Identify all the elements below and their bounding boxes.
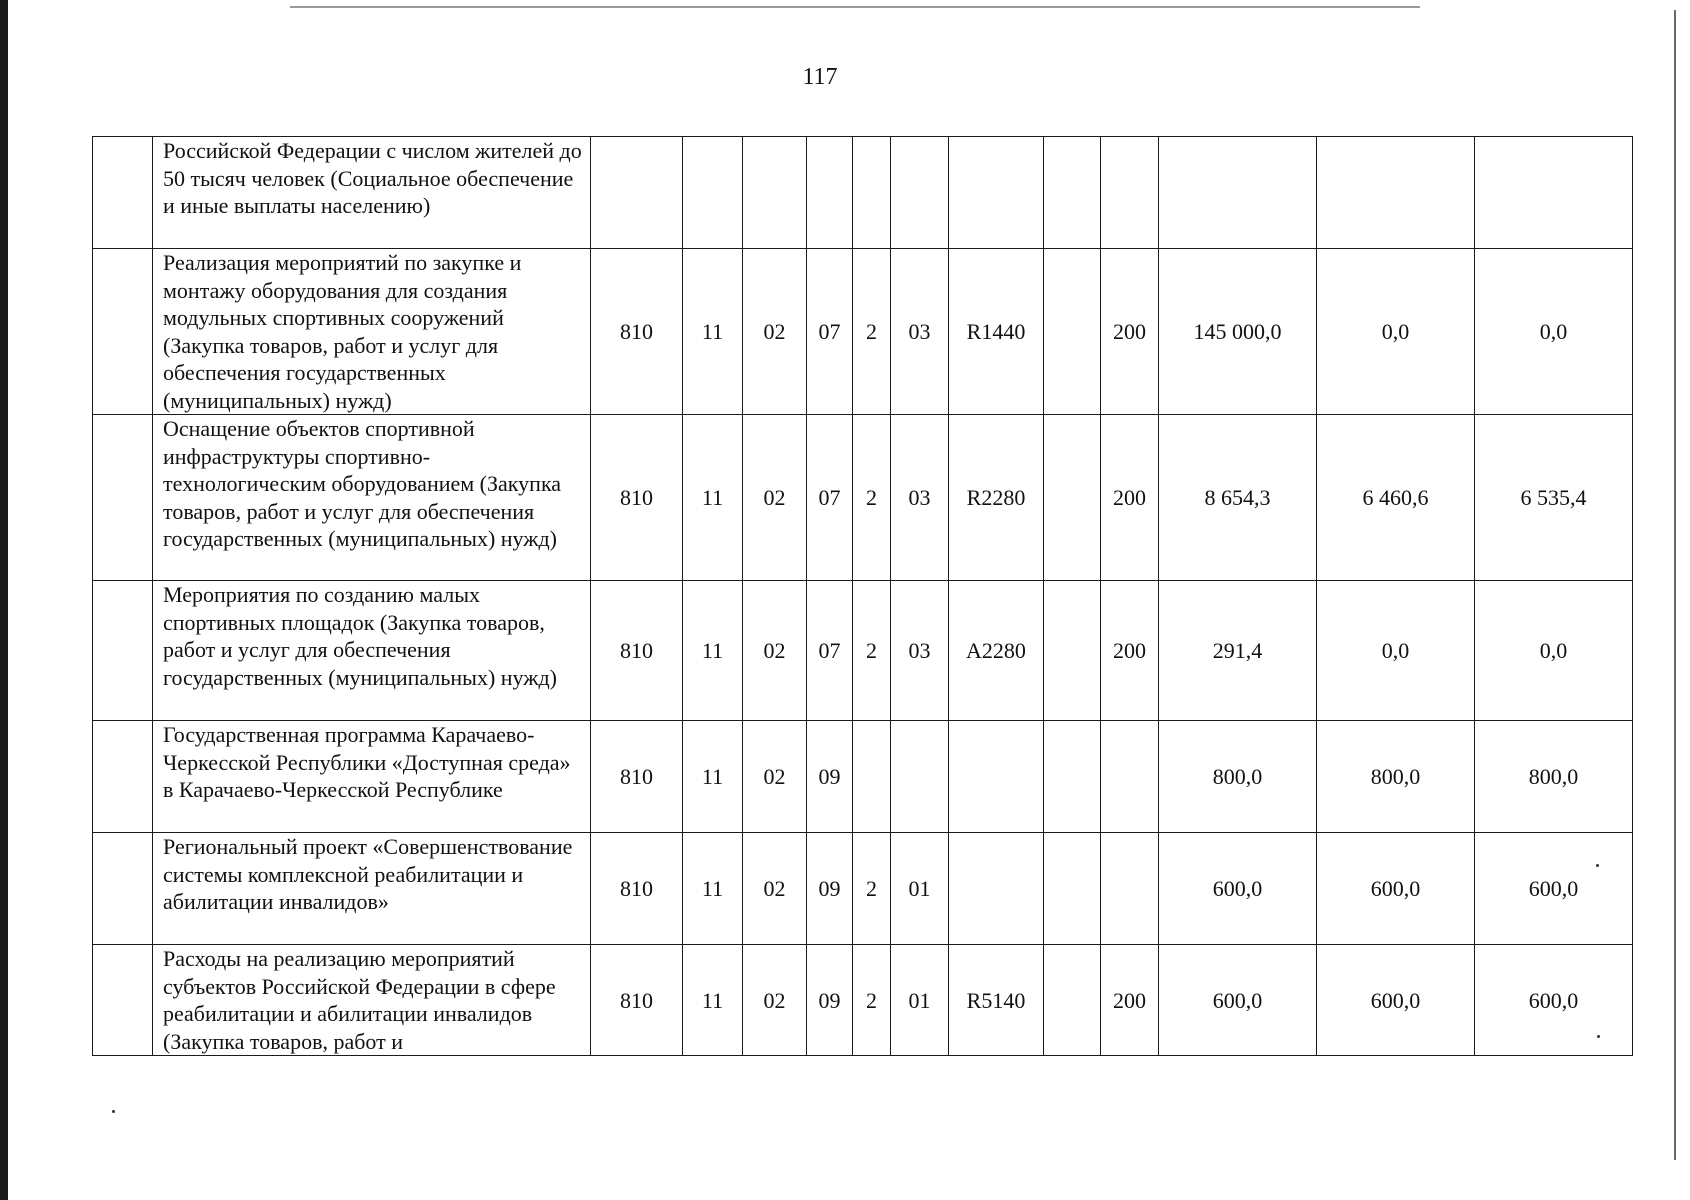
row-index-cell bbox=[93, 137, 153, 249]
direction-code-cell bbox=[949, 721, 1044, 833]
amount-year-1-cell: 8 654,3 bbox=[1159, 415, 1317, 581]
extra-code-cell bbox=[1044, 945, 1101, 1056]
ministry-code-cell bbox=[591, 137, 683, 249]
amount-year-1-cell bbox=[1159, 137, 1317, 249]
event-code-cell: 03 bbox=[891, 249, 949, 415]
direction-code-cell: R5140 bbox=[949, 945, 1044, 1056]
budget-table bbox=[92, 136, 1633, 1056]
subprogram-code-cell: 2 bbox=[853, 249, 891, 415]
program-code-cell: 07 bbox=[807, 581, 853, 721]
amount-year-1-cell: 145 000,0 bbox=[1159, 249, 1317, 415]
event-code-cell bbox=[891, 721, 949, 833]
scan-left-edge bbox=[0, 0, 8, 1200]
row-description: Реализация мероприятий по закупке и монтажу оборудования для создания модульных спортивных сооружений (Закупка товаров, работ и услуг для обеспечения государственных (муниципальных) нужд) bbox=[153, 249, 591, 415]
event-code-cell: 01 bbox=[891, 833, 949, 945]
table-row bbox=[93, 581, 1633, 721]
direction-code-cell: R1440 bbox=[949, 249, 1044, 415]
section-code-cell: 11 bbox=[683, 721, 743, 833]
row-description: Государственная программа Карачаево-Черкесской Республики «Доступная среда» в Карачаево-Черкесской Республике bbox=[153, 721, 591, 833]
expense-type-code-cell: 200 bbox=[1101, 415, 1159, 581]
table-row bbox=[93, 721, 1633, 833]
ministry-code-cell: 810 bbox=[591, 249, 683, 415]
direction-code-cell bbox=[949, 833, 1044, 945]
program-code-cell: 09 bbox=[807, 833, 853, 945]
ministry-code-cell: 810 bbox=[591, 415, 683, 581]
amount-year-3-cell: 800,0 bbox=[1475, 721, 1633, 833]
ministry-code-cell: 810 bbox=[591, 721, 683, 833]
event-code-cell bbox=[891, 137, 949, 249]
amount-year-1-cell: 291,4 bbox=[1159, 581, 1317, 721]
row-description: Региональный проект «Совершенствование системы комплексной реабилитации и абилитации инвалидов» bbox=[153, 833, 591, 945]
row-description: Российской Федерации с числом жителей до 50 тысяч человек (Социальное обеспечение и иные выплаты населению) bbox=[153, 137, 591, 249]
subsection-code-cell: 02 bbox=[743, 415, 807, 581]
expense-type-code-cell: 200 bbox=[1101, 249, 1159, 415]
amount-year-1-cell: 600,0 bbox=[1159, 833, 1317, 945]
row-index-cell bbox=[93, 721, 153, 833]
amount-year-3-cell: 600,0 bbox=[1475, 833, 1633, 945]
program-code-cell: 09 bbox=[807, 945, 853, 1056]
row-index-cell bbox=[93, 945, 153, 1056]
amount-year-2-cell bbox=[1317, 137, 1475, 249]
extra-code-cell bbox=[1044, 249, 1101, 415]
direction-code-cell: R2280 bbox=[949, 415, 1044, 581]
section-code-cell: 11 bbox=[683, 249, 743, 415]
extra-code-cell bbox=[1044, 137, 1101, 249]
direction-code-cell bbox=[949, 137, 1044, 249]
table-row bbox=[93, 833, 1633, 945]
row-index-cell bbox=[93, 833, 153, 945]
direction-code-cell: А2280 bbox=[949, 581, 1044, 721]
subprogram-code-cell: 2 bbox=[853, 581, 891, 721]
event-code-cell: 01 bbox=[891, 945, 949, 1056]
expense-type-code-cell bbox=[1101, 137, 1159, 249]
extra-code-cell bbox=[1044, 833, 1101, 945]
amount-year-3-cell bbox=[1475, 137, 1633, 249]
subsection-code-cell: 02 bbox=[743, 581, 807, 721]
ministry-code-cell: 810 bbox=[591, 833, 683, 945]
table-row bbox=[93, 945, 1633, 1056]
program-code-cell bbox=[807, 137, 853, 249]
event-code-cell: 03 bbox=[891, 581, 949, 721]
row-index-cell bbox=[93, 415, 153, 581]
expense-type-code-cell: 200 bbox=[1101, 581, 1159, 721]
section-code-cell: 11 bbox=[683, 581, 743, 721]
subsection-code-cell: 02 bbox=[743, 945, 807, 1056]
row-index-cell bbox=[93, 249, 153, 415]
extra-code-cell bbox=[1044, 721, 1101, 833]
scan-speck bbox=[112, 1110, 115, 1113]
scan-speck bbox=[1596, 864, 1599, 867]
amount-year-2-cell: 0,0 bbox=[1317, 249, 1475, 415]
amount-year-2-cell: 800,0 bbox=[1317, 721, 1475, 833]
extra-code-cell bbox=[1044, 415, 1101, 581]
section-code-cell: 11 bbox=[683, 945, 743, 1056]
amount-year-3-cell: 600,0 bbox=[1475, 945, 1633, 1056]
subprogram-code-cell: 2 bbox=[853, 833, 891, 945]
subsection-code-cell: 02 bbox=[743, 249, 807, 415]
amount-year-3-cell: 0,0 bbox=[1475, 249, 1633, 415]
amount-year-3-cell: 0,0 bbox=[1475, 581, 1633, 721]
expense-type-code-cell bbox=[1101, 833, 1159, 945]
amount-year-2-cell: 0,0 bbox=[1317, 581, 1475, 721]
subprogram-code-cell: 2 bbox=[853, 945, 891, 1056]
subprogram-code-cell bbox=[853, 137, 891, 249]
table-row bbox=[93, 415, 1633, 581]
subprogram-code-cell bbox=[853, 721, 891, 833]
expense-type-code-cell bbox=[1101, 721, 1159, 833]
amount-year-1-cell: 600,0 bbox=[1159, 945, 1317, 1056]
ministry-code-cell: 810 bbox=[591, 581, 683, 721]
row-description: Мероприятия по созданию малых спортивных площадок (Закупка товаров, работ и услуг для обеспечения государственных (муниципальных) нужд) bbox=[153, 581, 591, 721]
subsection-code-cell bbox=[743, 137, 807, 249]
subsection-code-cell: 02 bbox=[743, 833, 807, 945]
amount-year-2-cell: 6 460,6 bbox=[1317, 415, 1475, 581]
table-row bbox=[93, 137, 1633, 249]
amount-year-2-cell: 600,0 bbox=[1317, 833, 1475, 945]
subsection-code-cell: 02 bbox=[743, 721, 807, 833]
row-description: Расходы на реализацию мероприятий субъектов Российской Федерации в сфере реабилитации и абилитации инвалидов (Закупка товаров, работ и bbox=[153, 945, 591, 1056]
subprogram-code-cell: 2 bbox=[853, 415, 891, 581]
section-code-cell: 11 bbox=[683, 415, 743, 581]
row-index-cell bbox=[93, 581, 153, 721]
page-number: 117 bbox=[802, 64, 838, 90]
table-row bbox=[93, 249, 1633, 415]
extra-code-cell bbox=[1044, 581, 1101, 721]
event-code-cell: 03 bbox=[891, 415, 949, 581]
section-code-cell bbox=[683, 137, 743, 249]
ministry-code-cell: 810 bbox=[591, 945, 683, 1056]
amount-year-3-cell: 6 535,4 bbox=[1475, 415, 1633, 581]
program-code-cell: 07 bbox=[807, 249, 853, 415]
program-code-cell: 07 bbox=[807, 415, 853, 581]
scan-right-edge bbox=[1674, 10, 1676, 1160]
section-code-cell: 11 bbox=[683, 833, 743, 945]
scan-top-line bbox=[290, 6, 1420, 8]
amount-year-2-cell: 600,0 bbox=[1317, 945, 1475, 1056]
row-description: Оснащение объектов спортивной инфраструктуры спортивно-технологическим оборудованием (Закупка товаров, работ и услуг для обеспечения государственных (муниципальных) нужд) bbox=[153, 415, 591, 581]
expense-type-code-cell: 200 bbox=[1101, 945, 1159, 1056]
amount-year-1-cell: 800,0 bbox=[1159, 721, 1317, 833]
program-code-cell: 09 bbox=[807, 721, 853, 833]
scan-speck bbox=[1597, 1035, 1600, 1038]
